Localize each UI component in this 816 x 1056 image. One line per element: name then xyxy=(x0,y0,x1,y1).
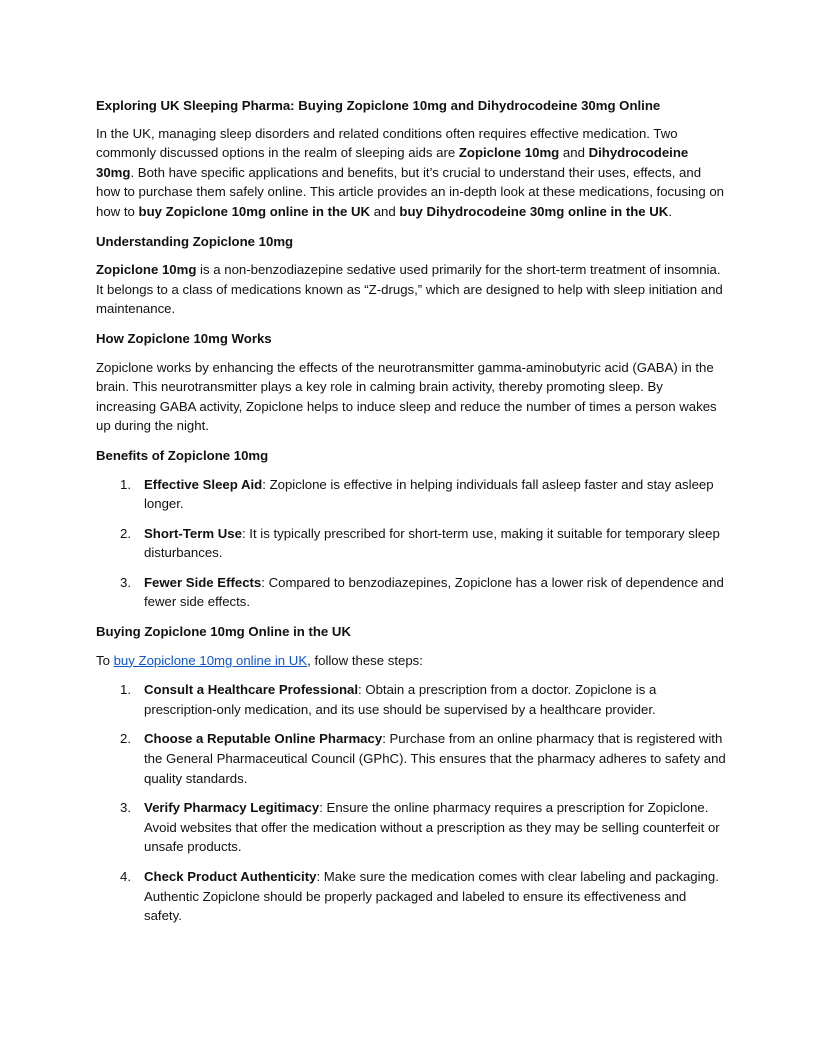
list-item-bold: Check Product Authenticity xyxy=(144,869,317,884)
intro-bold-buy-dihydrocodeine: buy Dihydrocodeine 30mg online in the UK xyxy=(399,203,669,219)
understanding-text: is a non-benzodiazepine sedative used primarily for the short-term treatment of insomnia. It belongs to a class of medications known as “Z-drugs,” which are designed to help with sleep initiation and maintenance. xyxy=(96,262,723,317)
intro-bold-zopiclone: Zopiclone 10mg xyxy=(458,145,560,161)
list-item-bold: Verify Pharmacy Legitimacy xyxy=(144,800,320,816)
section-heading-benefits: Benefits of Zopiclone 10mg xyxy=(96,447,269,463)
list-item-text: : Zopiclone is effective in helping individuals fall asleep faster and stay asleep longer. xyxy=(144,476,714,512)
intro-text-3: . Both have specific applications and benefits, but it’s crucial to understand their uses, effects, and how to purchase them safely online. This article provides an in-depth look at these medications, focusing on how to xyxy=(96,164,724,219)
list-item xyxy=(96,573,726,612)
document-page xyxy=(96,96,726,936)
list-item-text: : Make sure the medication comes with clear labeling and packaging. Authentic Zopiclone should be properly packaged and labeled to ensure its effectiveness and safety. xyxy=(144,869,719,924)
list-number: 1. xyxy=(120,682,131,698)
list-item xyxy=(96,867,726,926)
intro-text-2: and xyxy=(559,145,589,161)
list-number: 2. xyxy=(120,731,131,747)
intro-bold-buy-zopiclone: buy Zopiclone 10mg online in the UK xyxy=(138,203,371,219)
intro-bold-dihydrocodeine: Dihydrocodeine 30mg xyxy=(96,145,689,180)
intro-paragraph xyxy=(96,124,726,222)
list-item-bold: Short-Term Use xyxy=(144,525,242,541)
buy-zopiclone-link[interactable]: buy Zopiclone 10mg online in UK xyxy=(113,652,308,668)
section-heading-buying: Buying Zopiclone 10mg Online in the UK xyxy=(96,624,351,640)
list-item xyxy=(96,524,726,563)
list-item xyxy=(96,680,726,719)
list-item-bold: Consult a Healthcare Professional xyxy=(144,682,358,698)
buying-pre-text: To xyxy=(96,652,114,668)
buying-steps-list xyxy=(96,680,726,926)
list-item-bold: Effective Sleep Aid xyxy=(144,476,263,492)
buying-post-text: , follow these steps: xyxy=(307,652,423,668)
intro-text-4: and xyxy=(370,203,400,219)
list-number: 3. xyxy=(120,800,131,816)
section-heading-how: How Zopiclone 10mg Works xyxy=(96,330,272,346)
list-item-text: : Ensure the online pharmacy requires a prescription for Zopiclone. Avoid websites that offer the medication without a prescription as they may be selling counterfeit or unsafe products. xyxy=(144,800,720,855)
list-item xyxy=(96,475,726,514)
list-number: 3. xyxy=(120,574,131,590)
section-heading-understanding: Understanding Zopiclone 10mg xyxy=(96,233,294,249)
list-number: 4. xyxy=(120,869,131,884)
list-item-text: : It is typically prescribed for short-term use, making it suitable for temporary sleep disturbances. xyxy=(144,525,720,561)
list-item-bold: Fewer Side Effects xyxy=(144,574,262,590)
intro-text-1: In the UK, managing sleep disorders and related conditions often requires effective medication. Two commonly discussed options in the realm of sleeping aids are xyxy=(96,125,678,161)
understanding-paragraph xyxy=(96,260,726,319)
list-item-bold: Choose a Reputable Online Pharmacy xyxy=(144,731,383,747)
how-paragraph: Zopiclone works by enhancing the effects of the neurotransmitter gamma-aminobutyric acid (GABA) in the brain. This neurotransmitter plays a key role in calming brain activity, thereby promoting sleep. By increasing GABA activity, Zopiclone helps to induce sleep and reduce the number of times a person wakes up during the night. xyxy=(96,359,717,434)
understanding-bold: Zopiclone 10mg xyxy=(96,262,197,278)
benefits-list xyxy=(96,475,726,613)
list-item-text: : Compared to benzodiazepines, Zopiclone has a lower risk of dependence and fewer side effects. xyxy=(144,574,724,610)
list-number: 1. xyxy=(120,476,131,492)
intro-text-5: . xyxy=(668,203,672,219)
buying-intro-paragraph xyxy=(96,651,726,671)
list-item xyxy=(96,798,726,857)
document-title: Exploring UK Sleeping Pharma: Buying Zopiclone 10mg and Dihydrocodeine 30mg Online xyxy=(96,98,661,113)
list-item-text: : Obtain a prescription from a doctor. Zopiclone is a prescription-only medication, and its use should be supervised by a healthcare provider. xyxy=(144,682,657,717)
list-item xyxy=(96,729,726,788)
list-number: 2. xyxy=(120,525,131,541)
list-item-text: : Purchase from an online pharmacy that is registered with the General Pharmaceutical Council (GPhC). This ensures that the pharmacy adheres to safety and quality standards. xyxy=(144,731,726,786)
